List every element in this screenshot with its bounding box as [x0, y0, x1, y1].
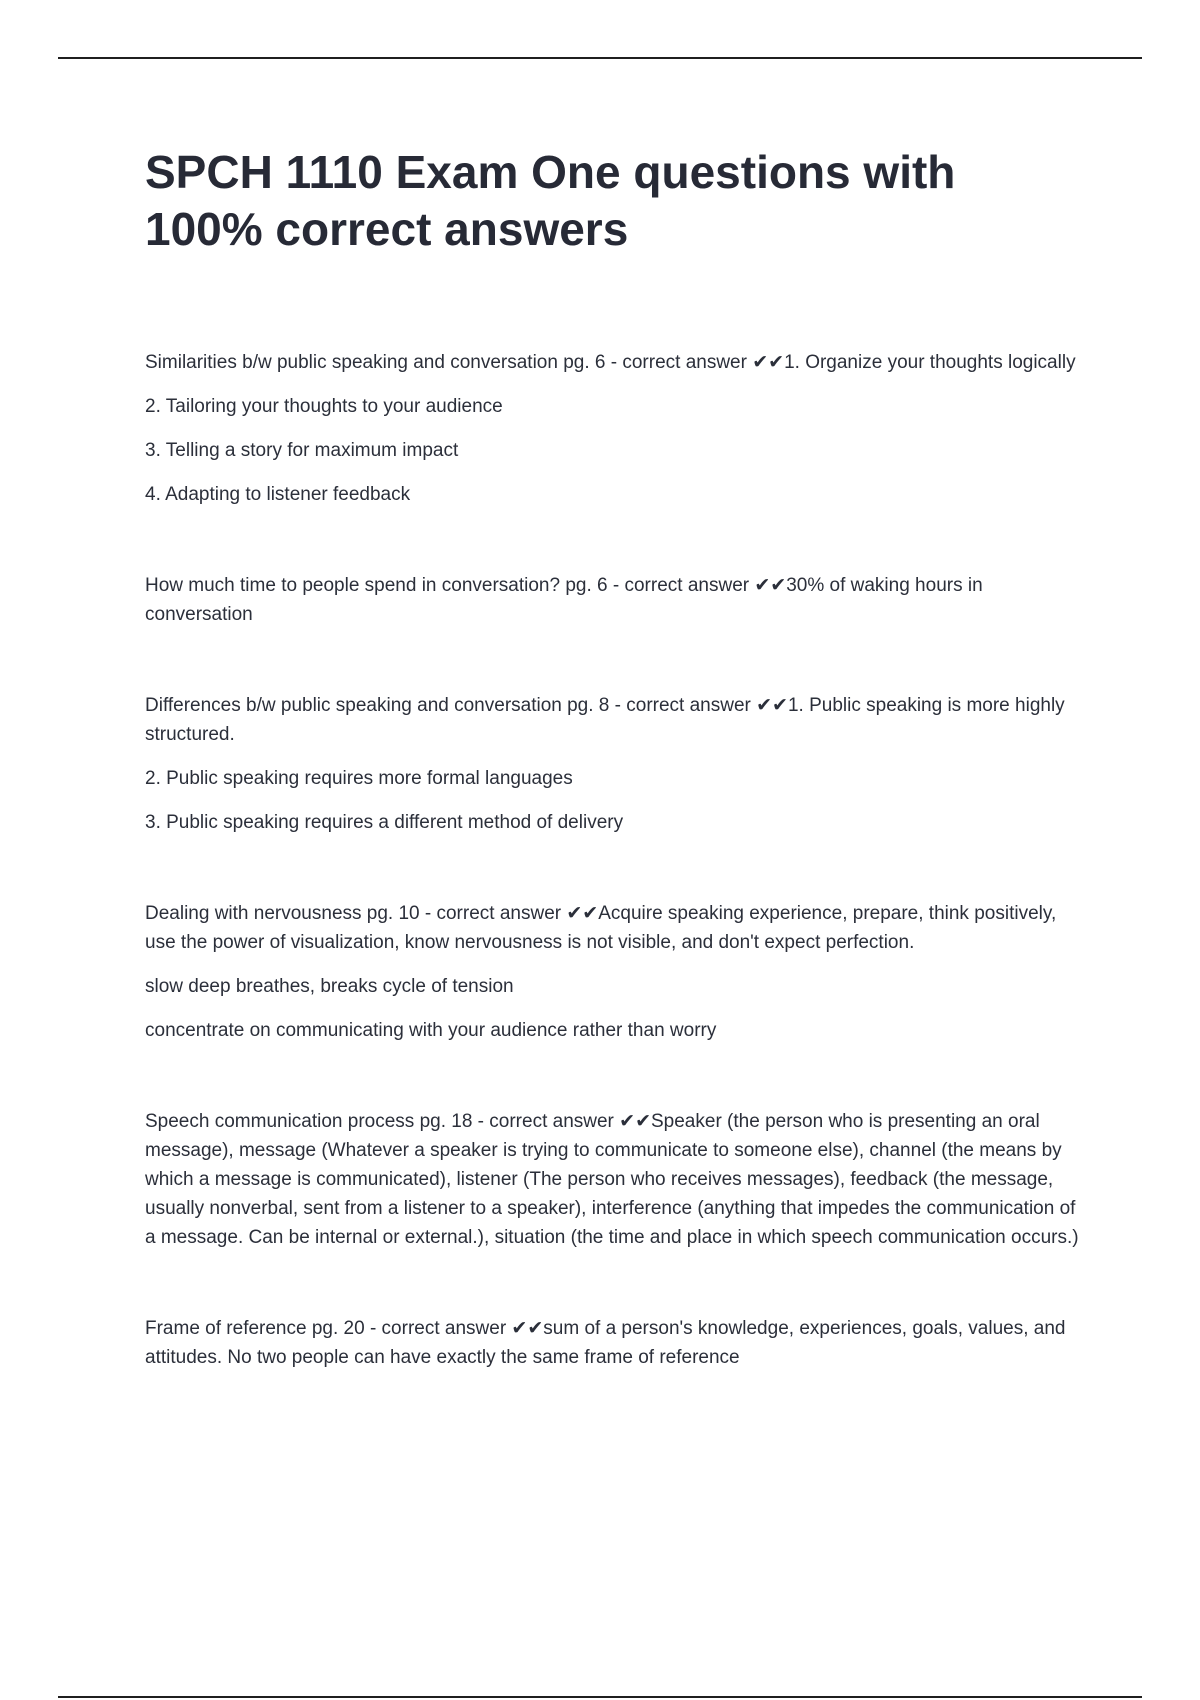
qa-answer-line: 2. Public speaking requires more formal languages	[145, 768, 573, 789]
qa-answer-line: 4. Adapting to listener feedback	[145, 484, 411, 505]
qa-answer-line: concentrate on communicating with your audience rather than worry	[145, 1020, 717, 1041]
bottom-divider	[58, 1696, 1142, 1698]
qa-question: Dealing with nervousness pg. 10 - correct answer ✔✔Acquire speaking experience, prepare, think positively, use the power of visualization, know nervousness is not visible, and don't expect perfection.	[145, 903, 1057, 953]
qa-item	[145, 348, 1085, 509]
qa-question: How much time to people spend in conversation? pg. 6 - correct answer ✔✔30% of waking hours in conversation	[145, 575, 983, 625]
qa-list	[145, 348, 1085, 1372]
qa-item	[145, 691, 1085, 837]
qa-answer-line: 2. Tailoring your thoughts to your audience	[145, 396, 503, 417]
qa-item	[145, 1107, 1085, 1252]
qa-answer-line: slow deep breathes, breaks cycle of tension	[145, 976, 514, 997]
qa-question: Frame of reference pg. 20 - correct answer ✔✔sum of a person's knowledge, experiences, goals, values, and attitudes. No two people can have exactly the same frame of reference	[145, 1318, 1066, 1368]
qa-question: Speech communication process pg. 18 - correct answer ✔✔Speaker (the person who is presenting an oral message), message (Whatever a speaker is trying to communicate to someone else), channel (the means by which a message is communicated), listener (The person who receives messages), feedback (the message, usually nonverbal, sent from a listener to a speaker), interference (anything that impedes the communication of a message. Can be internal or external.), situation (the time and place in which speech communication occurs.)	[145, 1111, 1079, 1248]
qa-item	[145, 1314, 1085, 1372]
title-line-2: 100% correct answers	[145, 203, 629, 255]
qa-item	[145, 571, 1085, 629]
qa-question: Similarities b/w public speaking and conversation pg. 6 - correct answer ✔✔1. Organize your thoughts logically	[145, 352, 1076, 373]
qa-answer-line: 3. Public speaking requires a different method of delivery	[145, 812, 624, 833]
qa-item	[145, 899, 1085, 1045]
top-divider	[58, 57, 1142, 59]
qa-question: Differences b/w public speaking and conversation pg. 8 - correct answer ✔✔1. Public speaking is more highly structured.	[145, 695, 1065, 745]
qa-answer-line: 3. Telling a story for maximum impact	[145, 440, 459, 461]
page-title	[145, 144, 1065, 258]
title-line-1: SPCH 1110 Exam One questions with	[145, 146, 956, 198]
